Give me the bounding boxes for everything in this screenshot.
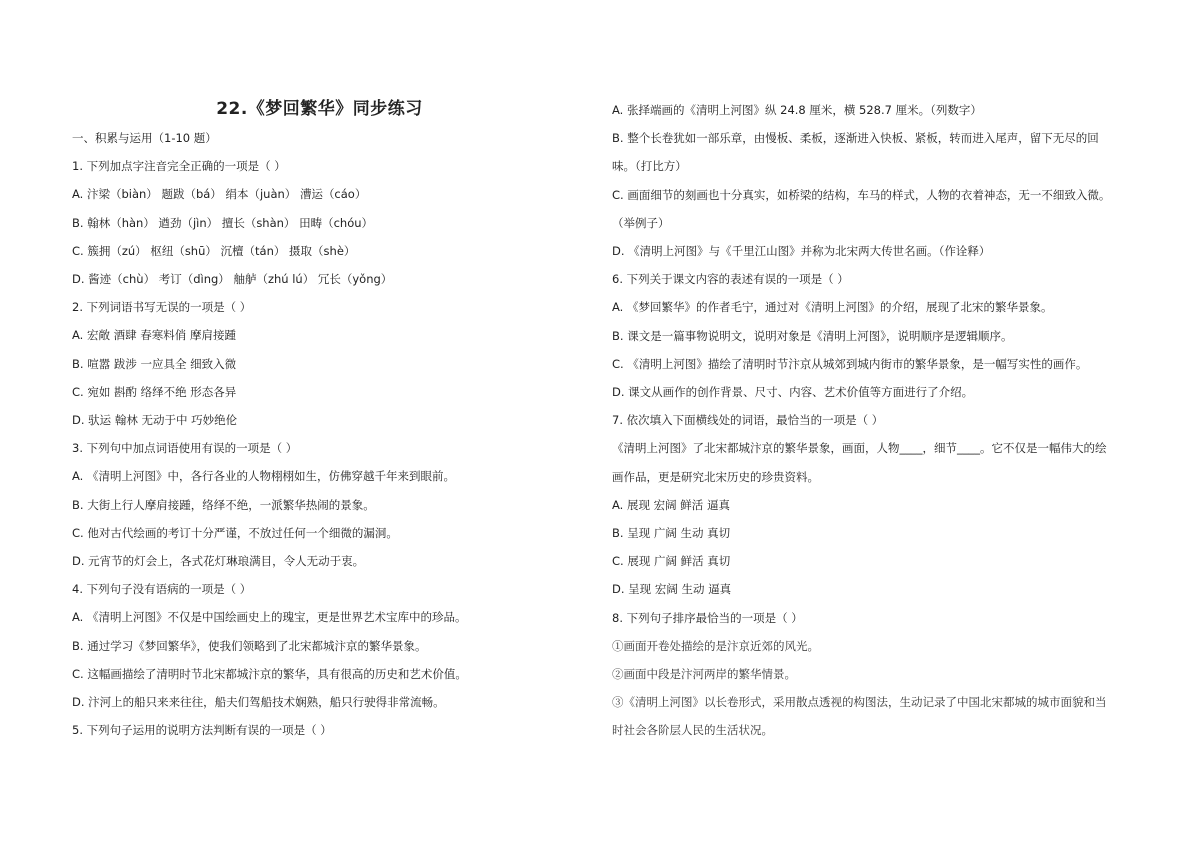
right-text-line: ①画面开卷处描绘的是汴京近郊的风光。	[612, 638, 819, 653]
right-text-line: B. 课文是一篇事物说明文，说明对象是《清明上河图》，说明顺序是逻辑顺序。	[612, 328, 1013, 343]
left-text-line: B. 翰林（hàn） 遒劲（jìn） 擅长（shàn） 田畴（chóu）	[72, 215, 374, 230]
document-title: 22.《梦回繁华》同步练习	[216, 99, 423, 119]
right-text-line: 7. 依次填入下面横线处的词语，最恰当的一项是（ ）	[612, 413, 884, 428]
right-text-line: 时社会各阶层人民的生活状况。	[612, 723, 773, 738]
left-text-line: B. 喧嚣 跋涉 一应具全 细致入微	[72, 356, 237, 371]
left-text-line: D. 驮运 翰林 无动于中 巧妙绝伦	[72, 413, 238, 428]
left-text-line: A. 《清明上河图》中，各行各业的人物栩栩如生，仿佛穿越千年来到眼前。	[72, 469, 455, 484]
left-column	[72, 96, 567, 744]
right-text-line: A. 张择端画的《清明上河图》纵 24.8 厘米，横 528.7 厘米。（列数字）	[612, 103, 982, 117]
left-text-line: A. 《清明上河图》不仅是中国绘画史上的瑰宝，更是世界艺术宝库中的珍品。	[72, 610, 467, 625]
right-text-line: A. 《梦回繁华》的作者毛宁，通过对《清明上河图》的介绍，展现了北宋的繁华景象。	[612, 300, 1053, 315]
right-text-line: C. 《清明上河图》描绘了清明时节汴京从城郊到城内街市的繁华景象，是一幅写实性的画作。	[612, 356, 1088, 371]
left-text-line: C. 宛如 斟酌 络绎不绝 形态各异	[72, 384, 237, 399]
left-text-line: C. 簇拥（zú） 枢纽（shū） 沉檀（tán） 摄取（shè）	[72, 243, 356, 258]
right-text-line: 味。（打比方）	[612, 159, 687, 174]
right-text-line: D. 《清明上河图》与《千里江山图》并称为北宋两大传世名画。（作诠释）	[612, 244, 991, 259]
left-text-line: D. 汴河上的船只来来往往，船夫们驾船技术娴熟，船只行驶得非常流畅。	[72, 695, 445, 710]
right-text-line: ③《清明上河图》以长卷形式，采用散点透视的构图法，生动记录了中国北宋都城的城市面貌和当	[612, 695, 1107, 710]
left-text-line: C. 他对古代绘画的考订十分严谨，不放过任何一个细微的漏洞。	[72, 525, 398, 540]
left-text-line: 1. 下列加点字注音完全正确的一项是（ ）	[72, 159, 286, 174]
right-text-line: B. 整个长卷犹如一部乐章，由慢板、柔板，逐渐进入快板、紧板，转而进入尾声，留下无尽的回	[612, 131, 1099, 146]
left-text-line: 3. 下列句中加点词语使用有误的一项是（ ）	[72, 441, 298, 456]
left-text-line: 2. 下列词语书写无误的一项是（ ）	[72, 300, 252, 315]
left-text-line: 5. 下列句子运用的说明方法判断有误的一项是（ ）	[72, 723, 332, 738]
left-text-line: C. 这幅画描绘了清明时节北宋都城汴京的繁华，具有很高的历史和艺术价值。	[72, 666, 467, 681]
right-text-line: B. 呈现 广阔 生动 真切	[612, 526, 731, 541]
right-text-line: 画作品，更是研究北宋历史的珍贵资料。	[612, 469, 819, 484]
right-text-line: 8. 下列句子排序最恰当的一项是（ ）	[612, 610, 803, 625]
right-text-line: D. 呈现 宏阔 生动 逼真	[612, 582, 732, 597]
left-text-line: B. 大街上行人摩肩接踵，络绎不绝，一派繁华热闹的景象。	[72, 497, 375, 512]
right-text-line: C. 展现 广阔 鲜活 真切	[612, 554, 731, 569]
right-text-line: ②画面中段是汴河两岸的繁华情景。	[612, 667, 796, 682]
right-text-line: D. 课文从画作的创作背景、尺寸、内容、艺术价值等方面进行了介绍。	[612, 385, 974, 400]
right-text-block	[612, 96, 1132, 745]
right-text-line: A. 展现 宏阔 鲜活 逼真	[612, 497, 730, 512]
right-text-line: 6. 下列关于课文内容的表述有误的一项是（ ）	[612, 272, 849, 287]
left-text-line: D. 元宵节的灯会上，各式花灯琳琅满目，令人无动于衷。	[72, 554, 365, 569]
left-text-line: 4. 下列句子没有语病的一项是（ ）	[72, 582, 252, 597]
left-text-line: A. 宏敞 酒肆 春寒料俏 摩肩接踵	[72, 328, 236, 343]
right-text-line: （举例子）	[612, 215, 670, 230]
left-text-block	[72, 124, 567, 744]
left-text-line: B. 通过学习《梦回繁华》，使我们领略到了北宋都城汴京的繁华景象。	[72, 638, 427, 653]
left-text-line: A. 汴梁（biàn） 题跋（bá） 绢本（juàn） 漕运（cáo）	[72, 187, 367, 202]
right-text-line: 《清明上河图》了北宋都城汴京的繁华景象，画面，人物____，细节____。它不仅是一幅伟大的绘	[612, 441, 1107, 456]
right-text-line: C. 画面细节的刻画也十分真实，如桥梁的结构，车马的样式，人物的衣着神态，无一不细致入微。	[612, 187, 1111, 202]
left-text-line: D. 酱迹（chù） 考订（dìng） 舳舻（zhú lú） 冗长（yǒng）	[72, 272, 393, 287]
right-column	[612, 96, 1132, 745]
left-text-line: 一、积累与运用（1-10 题）	[72, 131, 217, 145]
